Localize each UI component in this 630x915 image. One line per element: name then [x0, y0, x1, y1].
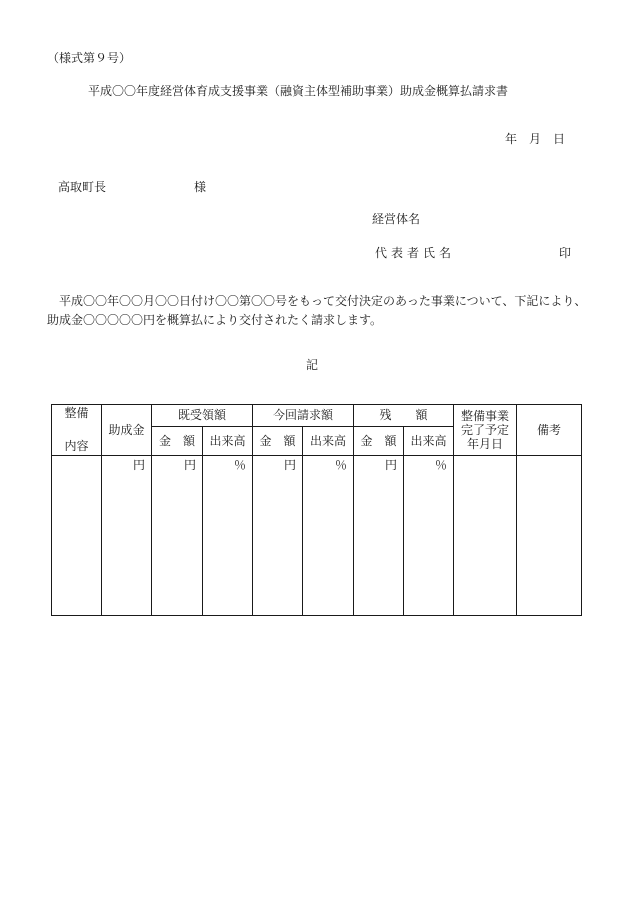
header-kanryo: [454, 405, 517, 456]
representative-name-label: 代表者氏名: [375, 246, 456, 260]
header-zan-dekidaka: 出来高: [404, 427, 454, 456]
cell-konkai-dekidaka-unit: ％: [303, 456, 354, 616]
addressee: 高取町長: [58, 180, 107, 194]
table-row: [52, 456, 582, 616]
header-seibi-top: 整備: [64, 406, 89, 420]
form-label: （様式第９号）: [47, 51, 132, 65]
cell-kanryo: [454, 456, 517, 616]
organization-name-label: 経営体名: [372, 212, 421, 226]
request-body-text: 平成〇〇年〇〇月〇〇日付け〇〇第〇〇号をもって交付決定のあった事業について、下記により、助成金〇〇〇〇〇円を概算払により交付されたく請求します。: [47, 294, 587, 327]
header-joseikin: 助成金: [102, 405, 152, 456]
header-zan-kingaku: 金 額: [354, 427, 404, 456]
cell-seibi-naiyo: [52, 456, 102, 616]
ki-heading: 記: [306, 358, 319, 372]
grant-request-table: [51, 404, 582, 616]
cell-biko: [517, 456, 582, 616]
cell-kiju-dekidaka-unit: ％: [203, 456, 253, 616]
header-kiju-dekidaka: 出来高: [203, 427, 253, 456]
header-zan: 残 額: [354, 405, 454, 427]
header-kanryo-line2: 完了予定: [461, 422, 510, 437]
cell-joseikin-unit: 円: [102, 456, 152, 616]
cell-zan-kingaku-unit: 円: [354, 456, 404, 616]
header-konkai: 今回請求額: [253, 405, 354, 427]
header-konkai-kingaku: 金 額: [253, 427, 303, 456]
seal-mark: 印: [559, 246, 572, 260]
header-seibi-bottom: 内容: [64, 439, 89, 453]
document-title: 平成〇〇年度経営体育成支援事業（融資主体型補助事業）助成金概算払請求書: [88, 84, 509, 98]
header-kiju-kingaku: 金 額: [152, 427, 203, 456]
header-kiju: 既受領額: [152, 405, 253, 427]
cell-kiju-kingaku-unit: 円: [152, 456, 203, 616]
header-seibi-naiyo: [52, 405, 102, 456]
cell-konkai-kingaku-unit: 円: [253, 456, 303, 616]
cell-zan-dekidaka-unit: ％: [404, 456, 454, 616]
header-kanryo-line1: 整備事業: [461, 408, 510, 423]
header-biko: 備考: [517, 405, 582, 456]
header-kanryo-line3: 年月日: [467, 436, 504, 451]
header-konkai-dekidaka: 出来高: [303, 427, 354, 456]
date-line: 年 月 日: [505, 132, 566, 146]
addressee-honorific: 様: [194, 180, 207, 194]
